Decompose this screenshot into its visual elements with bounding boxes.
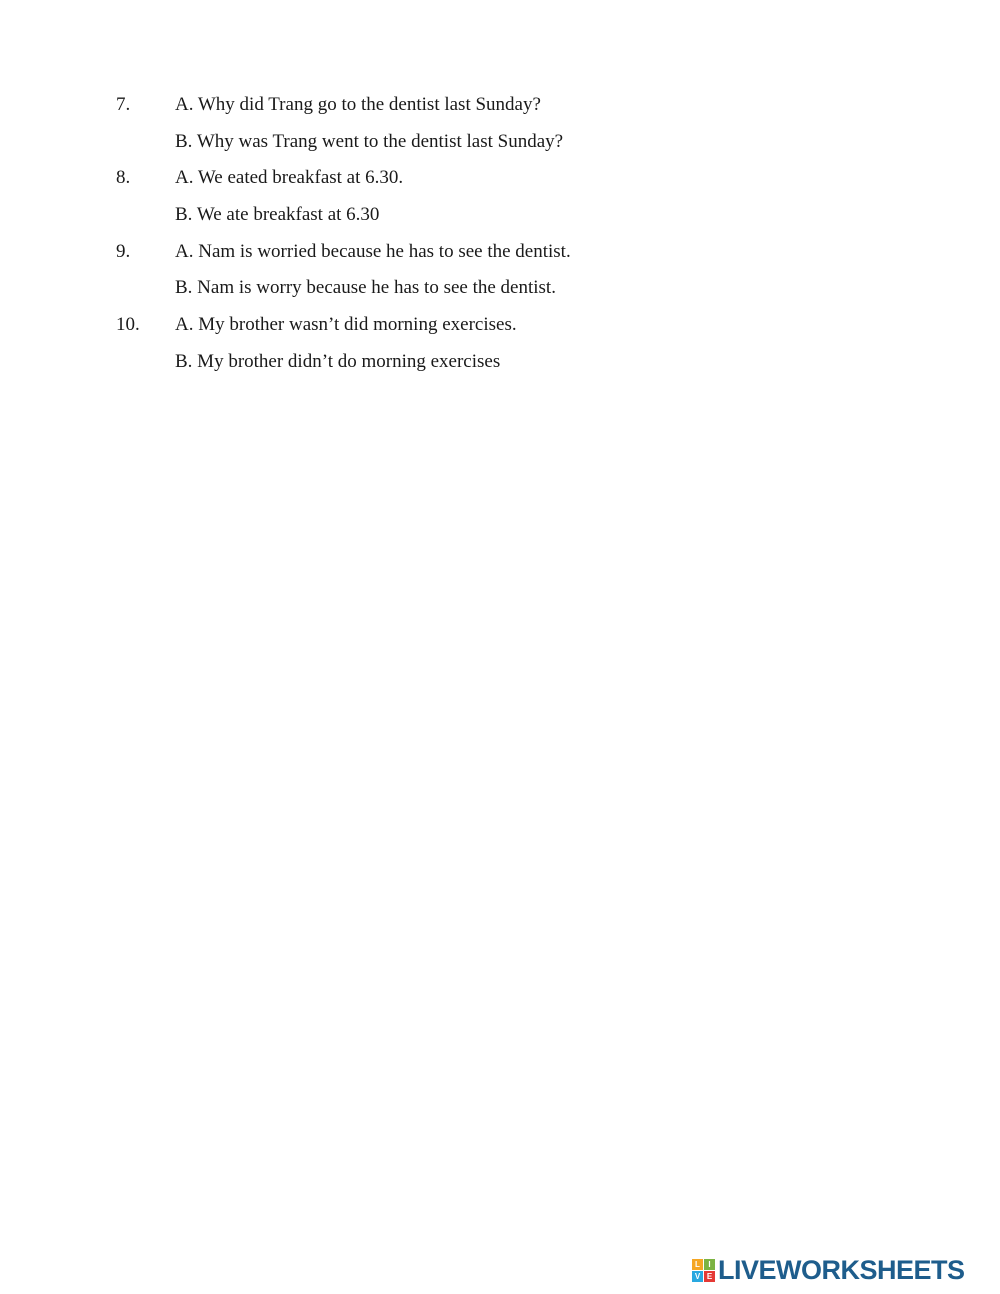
option-b: B. Nam is worry because he has to see the dentist. [175, 277, 556, 299]
question-8-line-b [0, 197, 1000, 234]
question-number: 7. [116, 94, 131, 115]
option-a: A. Nam is worried because he has to see the dentist. [175, 240, 571, 262]
question-9-line-b [0, 270, 1000, 307]
question-number: 10. [116, 314, 140, 336]
live-blocks-icon [692, 1259, 715, 1282]
question-number: 9. [116, 240, 131, 262]
logo-block-i: I [704, 1259, 715, 1270]
option-b: B. We ate breakfast at 6.30 [175, 204, 380, 226]
option-a: A. We eated breakfast at 6.30. [175, 167, 404, 189]
brand-name: LIVEWORKSHEETS [718, 1255, 965, 1285]
question-10-line-b [0, 344, 1000, 381]
question-list [0, 87, 1000, 381]
option-a: A. Why did Trang go to the dentist last Sunday? [175, 94, 541, 115]
option-a: A. My brother wasn’t did morning exercises. [175, 314, 517, 336]
question-number: 8. [116, 167, 131, 189]
liveworksheets-logo [692, 1256, 965, 1284]
logo-block-v: V [692, 1271, 703, 1282]
option-b: B. Why was Trang went to the dentist last Sunday? [175, 130, 564, 152]
option-b: B. My brother didn’t do morning exercises [175, 350, 501, 372]
question-7-line-b [0, 124, 1000, 161]
logo-block-l: L [692, 1259, 703, 1270]
question-8-line-a [0, 160, 1000, 197]
question-10-line-a [0, 307, 1000, 344]
logo-block-e: E [704, 1271, 715, 1282]
question-7-line-a [0, 87, 1000, 124]
question-9-line-a [0, 234, 1000, 271]
